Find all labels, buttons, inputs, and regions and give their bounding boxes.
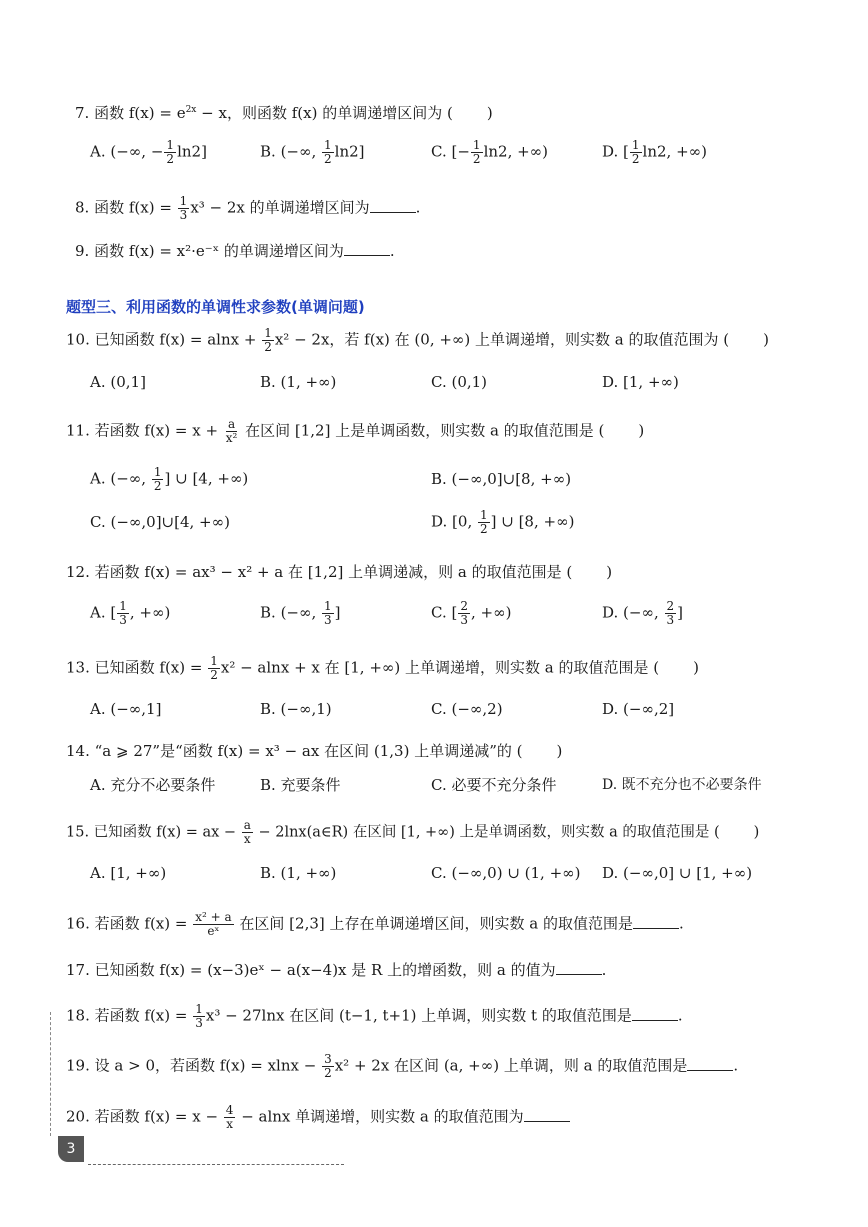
question-11-stem: 11. 若函数 f(x) = x + $\frac{a}{\text{x²}}$ 在区间 [1,2] 上是单调函数，则实数 a 的取值范围是 ( ) bbox=[66, 417, 645, 445]
question-15-option-c: C. (−∞,0) ∪ (1, +∞) bbox=[431, 864, 581, 882]
question-10-option-d: D. [1, +∞) bbox=[602, 373, 679, 391]
answer-blank[interactable] bbox=[344, 241, 390, 256]
question-11-option-a: A. (−∞, $\frac{1}{2}$ ] ∪ [4, +∞) bbox=[90, 465, 249, 493]
question-12-option-c: C. [ $\frac{2}{3}$ , +∞) bbox=[431, 599, 512, 627]
answer-blank[interactable] bbox=[633, 914, 679, 929]
page-number: 3 bbox=[58, 1136, 84, 1162]
question-10-option-a: A. (0,1] bbox=[90, 373, 146, 391]
question-7-option-c: C. [− $\frac{1}{2}$ ln2, +∞) bbox=[431, 138, 549, 166]
question-7-option-a: A. (−∞, − $\frac{1}{2}$ ln2] bbox=[90, 138, 207, 166]
question-7-option-b: B. (−∞, $\frac{1}{2}$ ln2] bbox=[260, 138, 365, 166]
answer-blank[interactable] bbox=[524, 1107, 570, 1122]
section-title: 题型三、利用函数的单调性求参数(单调问题) bbox=[66, 298, 365, 316]
question-12-option-b: B. (−∞, $\frac{1}{3}$ ] bbox=[260, 599, 341, 627]
question-14-stem: 14. “a ⩾ 27”是“函数 f(x) = x³ − ax 在区间 (1,3) 上单调递减”的 ( ) bbox=[66, 742, 563, 760]
question-15-option-a: A. [1, +∞) bbox=[90, 864, 167, 882]
question-14-option-a: A. 充分不必要条件 bbox=[90, 776, 216, 794]
question-13-option-b: B. (−∞,1) bbox=[260, 700, 332, 718]
question-20: 20. 若函数 f(x) = x − $\frac{4}{x}$ − alnx 单调递增，则实数 a 的取值范围为 bbox=[66, 1104, 570, 1131]
question-12-stem: 12. 若函数 f(x) = ax³ − x² + a 在 [1,2] 上单调递减，则 a 的取值范围是 ( ) bbox=[66, 563, 613, 581]
question-12-option-d: D. (−∞, $\frac{2}{3}$ ] bbox=[602, 599, 683, 627]
question-15-option-b: B. (1, +∞) bbox=[260, 864, 337, 882]
margin-dashed-line bbox=[50, 1012, 51, 1136]
question-13-option-c: C. (−∞,2) bbox=[431, 700, 503, 718]
question-9: 9. 函数 f(x) = x²·e⁻ˣ 的单调递增区间为 . bbox=[75, 242, 395, 260]
question-19: 19. 设 a > 0，若函数 f(x) = xlnx − $\frac{3}{2}$ x² + 2x 在区间 (a, +∞) 上单调，则 a 的取值范围是 . bbox=[66, 1052, 739, 1080]
question-13-stem: 13. 已知函数 f(x) = $\frac{1}{2}$ x² − alnx + x 在 [1, +∞) 上单调递增，则实数 a 的取值范围是 ( ) bbox=[66, 654, 699, 682]
question-11-option-c: C. (−∞,0]∪[4, +∞) bbox=[90, 513, 230, 531]
answer-blank[interactable] bbox=[370, 198, 416, 213]
answer-blank[interactable] bbox=[632, 1006, 678, 1021]
question-15-stem: 15. 已知函数 f(x) = ax − $\frac{a}{x}$ − 2lnx(a∈R) 在区间 [1, +∞) 上是单调函数，则实数 a 的取值范围是 ( ) bbox=[66, 818, 760, 846]
question-12-option-a: A. [ $\frac{1}{3}$ , +∞) bbox=[90, 599, 171, 627]
question-14-option-b: B. 充要条件 bbox=[260, 776, 341, 794]
question-17: 17. 已知函数 f(x) = (x−3)eˣ − a(x−4)x 是 R 上的增函数，则 a 的值为 . bbox=[66, 961, 607, 979]
question-16: 16. 若函数 f(x) = $\frac{\text{x² + a}}{\text{eˣ}}$ 在区间 [2,3] 上存在单调递增区间，则实数 a 的取值范围是 . bbox=[66, 910, 684, 938]
question-8: 8. 函数 f(x) = $\frac{1}{3}$ x³ − 2x 的单调递增区间为 . bbox=[75, 194, 421, 222]
question-14-option-c: C. 必要不充分条件 bbox=[431, 776, 557, 794]
answer-blank[interactable] bbox=[687, 1056, 733, 1071]
question-13-option-d: D. (−∞,2] bbox=[602, 700, 675, 718]
question-10-option-b: B. (1, +∞) bbox=[260, 373, 337, 391]
question-10-stem: 10. 已知函数 f(x) = alnx + $\frac{1}{2}$ x² − 2x，若 f(x) 在 (0, +∞) 上单调递增，则实数 a 的取值范围为 ( ) bbox=[66, 326, 770, 354]
footer-dashed-line bbox=[88, 1164, 344, 1165]
answer-blank[interactable] bbox=[556, 960, 602, 975]
question-11-option-d: D. [0, $\frac{1}{2}$ ] ∪ [8, +∞) bbox=[431, 508, 575, 536]
question-7-stem: 7. 函数 $f(x) = e^{2x} - x$，则函数 f(x) 的单调递增区间为 ( ) bbox=[75, 104, 493, 122]
question-7-option-d: D. [ $\frac{1}{2}$ ln2, +∞) bbox=[602, 138, 707, 166]
question-18: 18. 若函数 f(x) = $\frac{1}{3}$ x³ − 27lnx 在区间 (t−1, t+1) 上单调，则实数 t 的取值范围是 . bbox=[66, 1002, 683, 1030]
question-13-option-a: A. (−∞,1] bbox=[90, 700, 162, 718]
question-10-option-c: C. (0,1) bbox=[431, 373, 488, 391]
question-11-option-b: B. (−∞,0]∪[8, +∞) bbox=[431, 470, 572, 488]
question-14-option-d: D. 既不充分也不必要条件 bbox=[602, 777, 762, 793]
question-15-option-d: D. (−∞,0] ∪ [1, +∞) bbox=[602, 864, 753, 882]
